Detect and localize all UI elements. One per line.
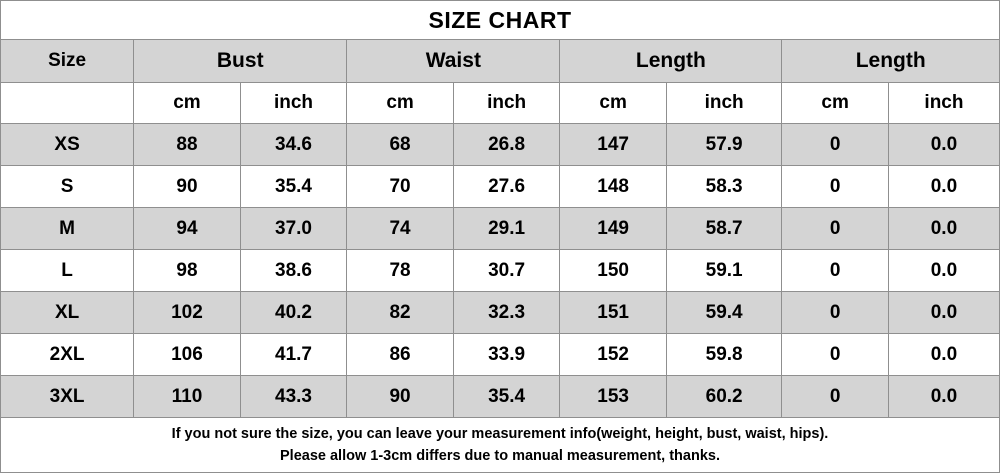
cell-bust-cm: 110: [134, 376, 241, 418]
footer-note: [1, 418, 1000, 473]
cell-bust-inch: 38.6: [240, 250, 347, 292]
table-row: [1, 166, 1000, 208]
cell-length1-cm: 149: [560, 208, 667, 250]
cell-bust-cm: 88: [134, 124, 241, 166]
cell-length2-inch: 0.0: [888, 292, 999, 334]
cell-waist-inch: 27.6: [453, 166, 560, 208]
cell-waist-inch: 30.7: [453, 250, 560, 292]
unit-header-length1-inch: inch: [666, 83, 781, 124]
cell-waist-cm: 86: [347, 334, 454, 376]
footer-row: [1, 418, 1000, 473]
cell-length1-inch: 59.1: [666, 250, 781, 292]
unit-header-row: [1, 83, 1000, 124]
cell-size: XL: [1, 292, 134, 334]
cell-waist-cm: 68: [347, 124, 454, 166]
group-header-length-1: Length: [560, 40, 782, 83]
cell-bust-cm: 106: [134, 334, 241, 376]
cell-bust-inch: 37.0: [240, 208, 347, 250]
cell-length2-cm: 0: [782, 334, 889, 376]
cell-length2-cm: 0: [782, 124, 889, 166]
cell-length2-inch: 0.0: [888, 124, 999, 166]
cell-bust-cm: 90: [134, 166, 241, 208]
group-header-bust: Bust: [134, 40, 347, 83]
cell-size: M: [1, 208, 134, 250]
group-header-size: Size: [1, 40, 134, 83]
cell-waist-inch: 32.3: [453, 292, 560, 334]
cell-waist-inch: 26.8: [453, 124, 560, 166]
cell-waist-cm: 70: [347, 166, 454, 208]
cell-length1-inch: 58.7: [666, 208, 781, 250]
cell-bust-inch: 35.4: [240, 166, 347, 208]
cell-length2-inch: 0.0: [888, 250, 999, 292]
cell-length1-cm: 151: [560, 292, 667, 334]
cell-size: 2XL: [1, 334, 134, 376]
cell-size: XS: [1, 124, 134, 166]
group-header-length-2: Length: [782, 40, 1000, 83]
cell-length2-inch: 0.0: [888, 334, 999, 376]
unit-header-length2-inch: inch: [888, 83, 999, 124]
cell-length1-inch: 59.8: [666, 334, 781, 376]
cell-waist-cm: 74: [347, 208, 454, 250]
unit-header-bust-cm: cm: [134, 83, 241, 124]
title-row: [1, 1, 1000, 40]
group-header-waist: Waist: [347, 40, 560, 83]
cell-bust-inch: 34.6: [240, 124, 347, 166]
cell-length2-cm: 0: [782, 208, 889, 250]
unit-header-length2-cm: cm: [782, 83, 889, 124]
cell-length1-cm: 148: [560, 166, 667, 208]
cell-bust-cm: 102: [134, 292, 241, 334]
chart-title: SIZE CHART: [1, 1, 1000, 40]
cell-length1-inch: 58.3: [666, 166, 781, 208]
cell-length2-inch: 0.0: [888, 166, 999, 208]
table-row: [1, 376, 1000, 418]
cell-length1-inch: 60.2: [666, 376, 781, 418]
cell-length2-cm: 0: [782, 292, 889, 334]
table-row: [1, 334, 1000, 376]
unit-header-bust-inch: inch: [240, 83, 347, 124]
unit-header-waist-cm: cm: [347, 83, 454, 124]
group-header-row: [1, 40, 1000, 83]
cell-length1-cm: 150: [560, 250, 667, 292]
cell-size: S: [1, 166, 134, 208]
cell-length1-cm: 147: [560, 124, 667, 166]
cell-size: 3XL: [1, 376, 134, 418]
footer-line-2: Please allow 1-3cm differs due to manual measurement, thanks.: [280, 448, 720, 464]
cell-length2-inch: 0.0: [888, 208, 999, 250]
unit-header-length1-cm: cm: [560, 83, 667, 124]
cell-length1-cm: 152: [560, 334, 667, 376]
cell-length1-inch: 57.9: [666, 124, 781, 166]
unit-header-waist-inch: inch: [453, 83, 560, 124]
cell-bust-inch: 43.3: [240, 376, 347, 418]
cell-length2-cm: 0: [782, 250, 889, 292]
cell-bust-inch: 40.2: [240, 292, 347, 334]
cell-length1-inch: 59.4: [666, 292, 781, 334]
cell-bust-cm: 98: [134, 250, 241, 292]
cell-waist-cm: 82: [347, 292, 454, 334]
cell-size: L: [1, 250, 134, 292]
unit-header-blank: [1, 83, 134, 124]
cell-length2-inch: 0.0: [888, 376, 999, 418]
table-row: [1, 124, 1000, 166]
cell-waist-inch: 29.1: [453, 208, 560, 250]
cell-waist-inch: 35.4: [453, 376, 560, 418]
cell-waist-cm: 78: [347, 250, 454, 292]
table-row: [1, 292, 1000, 334]
table-row: [1, 250, 1000, 292]
table-row: [1, 208, 1000, 250]
cell-length2-cm: 0: [782, 376, 889, 418]
cell-length2-cm: 0: [782, 166, 889, 208]
cell-waist-inch: 33.9: [453, 334, 560, 376]
cell-length1-cm: 153: [560, 376, 667, 418]
cell-bust-inch: 41.7: [240, 334, 347, 376]
cell-waist-cm: 90: [347, 376, 454, 418]
cell-bust-cm: 94: [134, 208, 241, 250]
footer-line-1: If you not sure the size, you can leave your measurement info(weight, height, bust, waist, hips).: [171, 425, 829, 442]
